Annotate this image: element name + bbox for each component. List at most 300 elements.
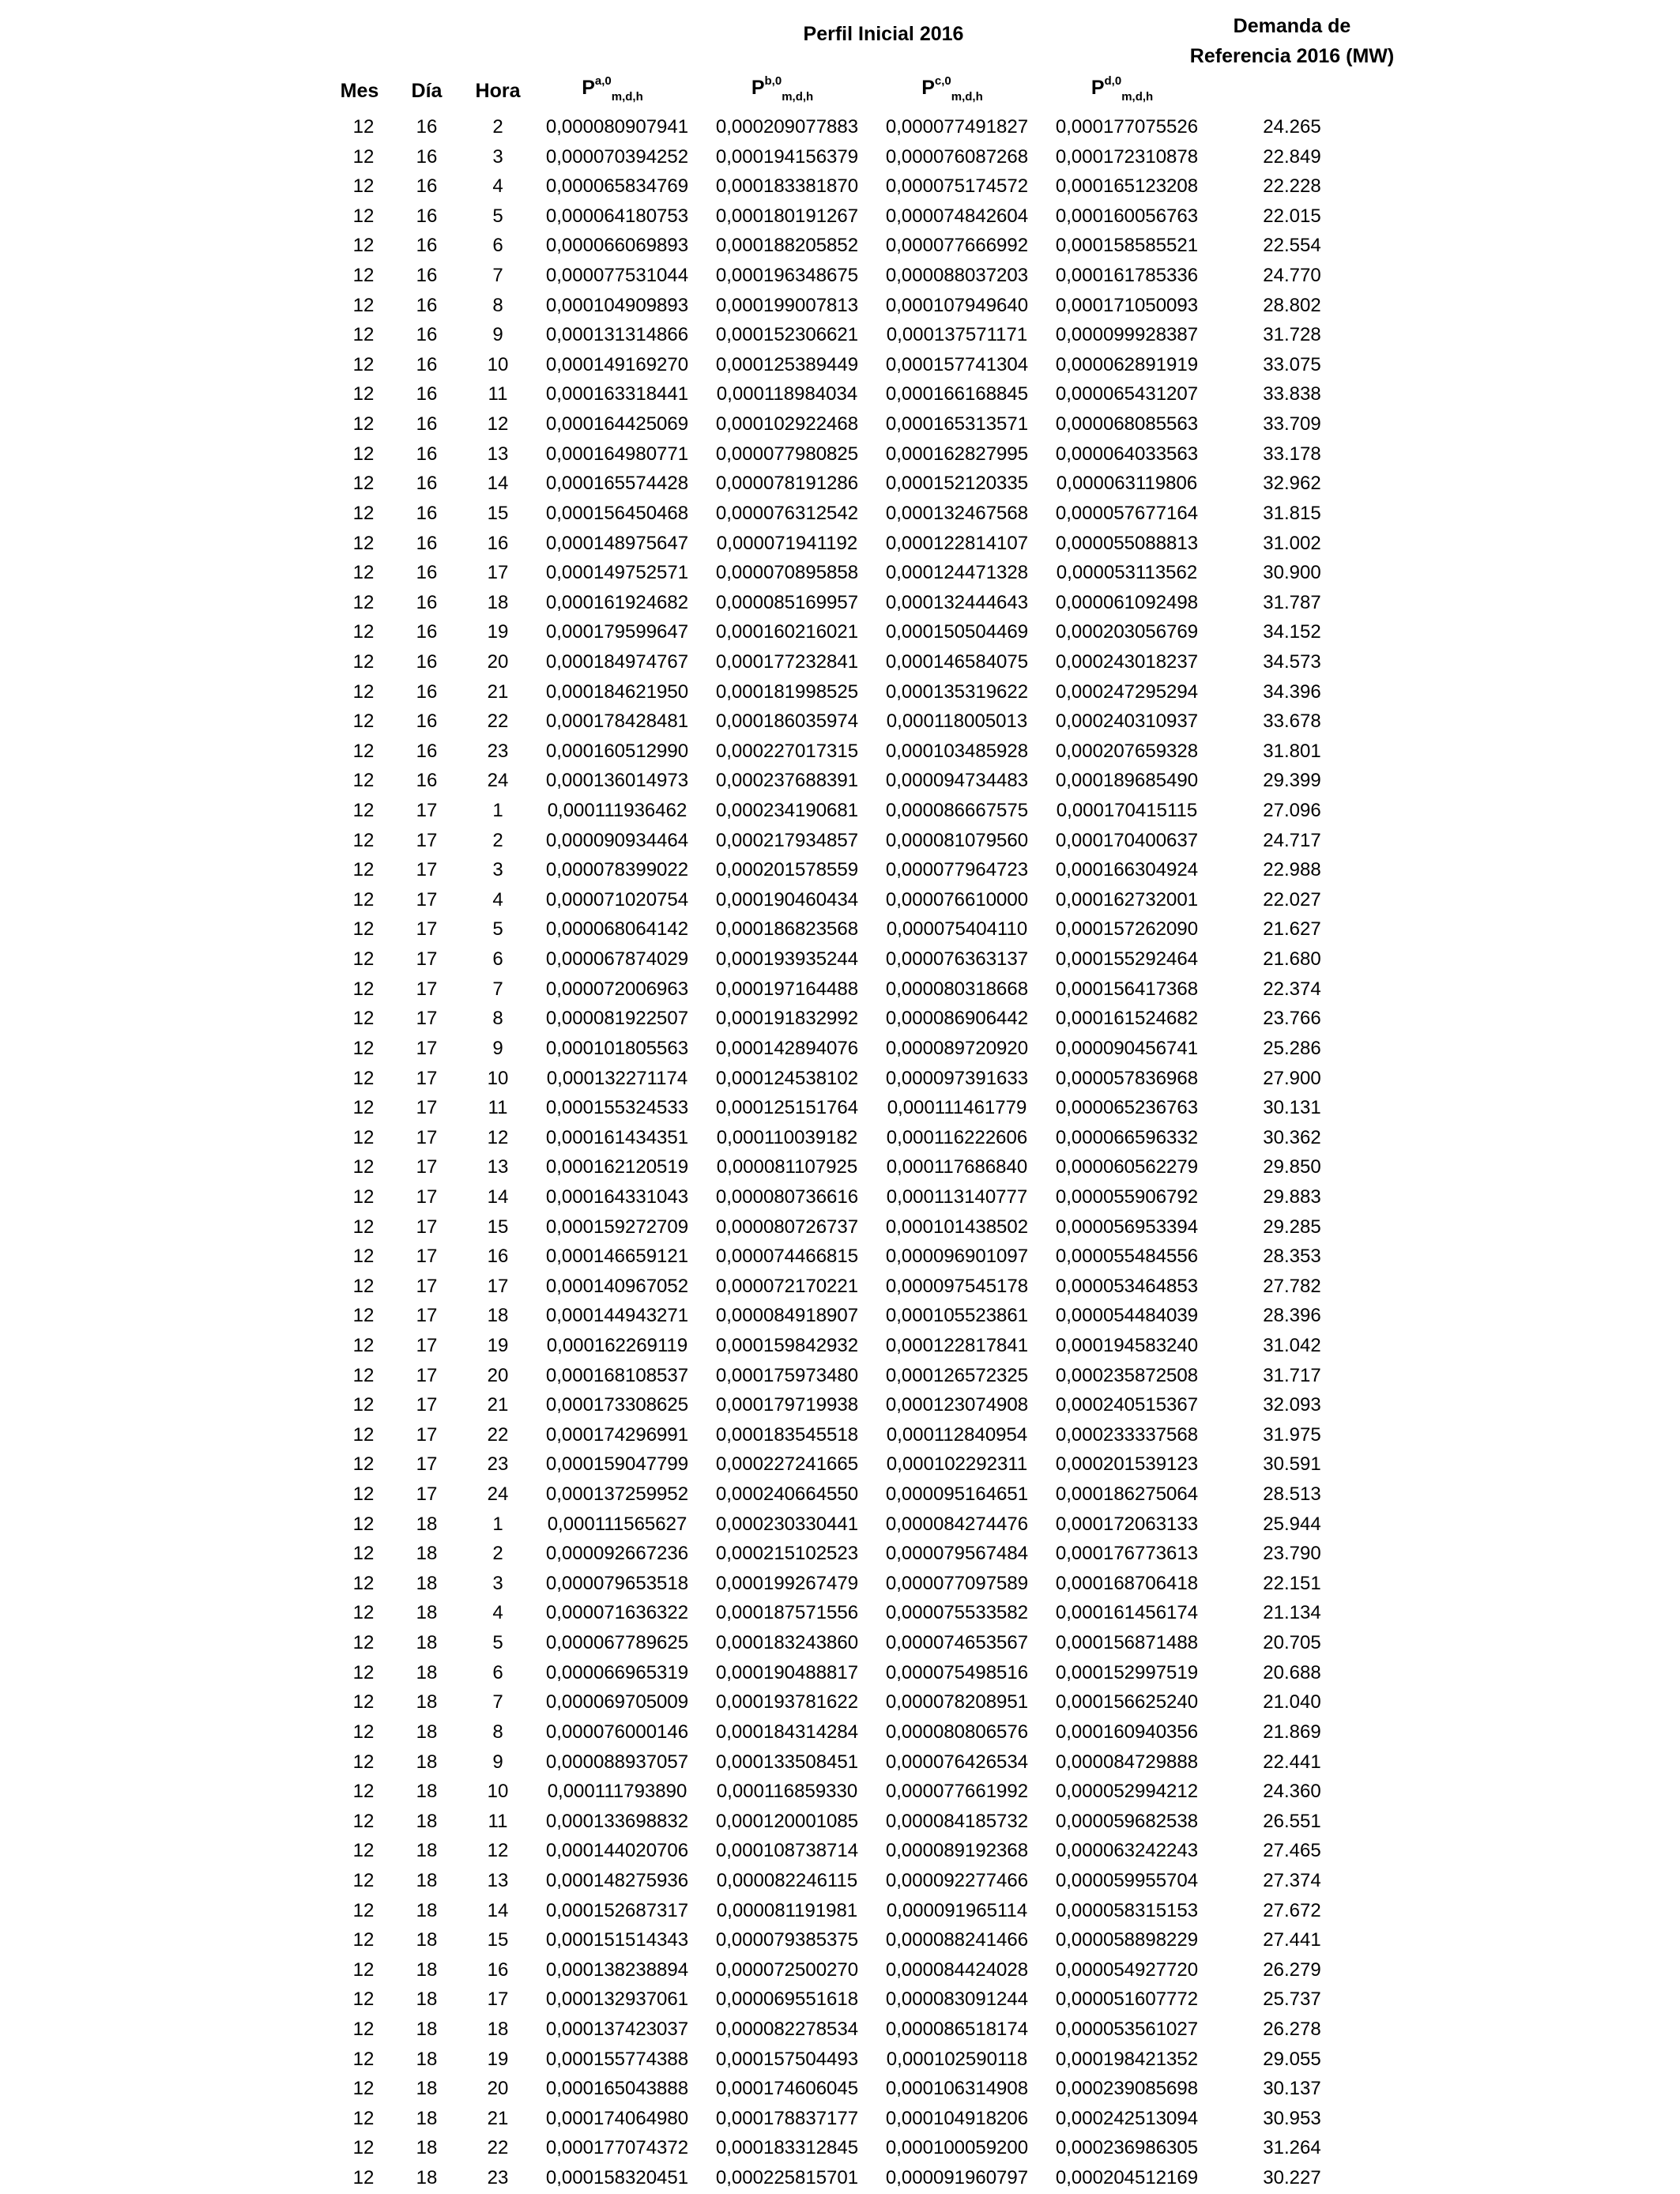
cell-pd: 0,000053464853 [1055,1275,1199,1297]
cell-dia: 17 [416,1126,438,1148]
cell-pa: 0,000077531044 [545,265,689,287]
cell-dia: 16 [416,502,438,524]
column-header-hora: Hora [475,80,521,102]
table-row [0,320,1680,350]
cell-demanda: 25.286 [1263,1037,1321,1059]
cell-pd: 0,000060562279 [1055,1156,1199,1178]
cell-hora: 23 [487,2167,509,2189]
pd-base: P [1090,77,1105,99]
cell-pb: 0,000069551618 [715,1989,859,2011]
cell-hora: 17 [487,1989,509,2011]
cell-pc: 0,000091965114 [886,1899,1028,1921]
table-row [0,974,1680,1005]
table-row [0,409,1680,439]
cell-mes: 12 [352,265,375,287]
cell-pd: 0,000166304924 [1055,859,1199,881]
cell-mes: 12 [352,443,375,465]
cell-pb: 0,000240664550 [715,1483,859,1506]
cell-pd: 0,000236986305 [1055,2137,1199,2159]
cell-pb: 0,000082278534 [715,2019,859,2040]
cell-dia: 16 [416,711,438,733]
cell-pb: 0,000159842932 [715,1334,859,1356]
cell-hora: 18 [487,1305,509,1327]
cell-pb: 0,000225815701 [715,2167,859,2189]
cell-pc: 0,000077661992 [885,1781,1029,1803]
cell-pa: 0,000159047799 [545,1453,689,1476]
cell-pb: 0,000072170221 [715,1275,859,1297]
cell-pb: 0,000187571556 [715,1602,859,1624]
cell-pb: 0,000183381870 [715,175,859,198]
cell-pc: 0,000074653567 [885,1632,1029,1654]
cell-pb: 0,000237688391 [715,770,859,792]
cell-hora: 8 [492,294,503,316]
cell-mes: 12 [352,1632,375,1654]
cell-pb: 0,000201578559 [715,859,859,881]
cell-demanda: 24.360 [1263,1781,1321,1803]
column-header-mes: Mes [340,80,379,102]
cell-pa: 0,000162120519 [545,1156,689,1178]
cell-pb: 0,000217934857 [715,829,859,851]
cell-dia: 18 [416,1929,438,1951]
cell-hora: 9 [492,1751,503,1773]
table-row [0,2074,1680,2104]
table-row [0,1955,1680,1985]
cell-mes: 12 [352,2048,375,2070]
cell-demanda: 28.353 [1263,1246,1321,1268]
cell-demanda: 24.265 [1263,116,1321,138]
table-row [0,379,1680,409]
table-row [0,914,1680,944]
table-row [0,558,1680,588]
cell-mes: 12 [352,1097,375,1119]
cell-pd: 0,000235872508 [1055,1364,1199,1386]
cell-pa: 0,000160512990 [545,740,689,762]
cell-pb: 0,000118984034 [716,383,858,405]
cell-demanda: 24.770 [1263,265,1321,287]
cell-pc: 0,000084274476 [885,1513,1029,1535]
cell-dia: 17 [416,859,438,881]
cell-mes: 12 [352,324,375,346]
cell-mes: 12 [352,800,375,822]
cell-hora: 17 [487,1275,509,1297]
cell-hora: 10 [487,1781,509,1803]
cell-demanda: 27.900 [1263,1067,1321,1089]
table-row [0,2045,1680,2075]
cell-hora: 4 [492,175,503,198]
cell-hora: 12 [487,1126,509,1148]
cell-mes: 12 [352,1869,375,1891]
table-row [0,1925,1680,1955]
cell-pd: 0,000099928387 [1055,324,1199,346]
cell-pb: 0,000174606045 [715,2078,859,2100]
cell-demanda: 23.790 [1263,1543,1321,1565]
cell-dia: 18 [416,1632,438,1654]
cell-pd: 0,000053113562 [1056,562,1198,584]
cell-pd: 0,000156871488 [1055,1632,1199,1654]
cell-mes: 12 [352,2078,375,2100]
cell-hora: 21 [487,2107,509,2129]
cell-demanda: 28.396 [1263,1305,1321,1327]
cell-pc: 0,000075404110 [886,918,1028,941]
cell-pd: 0,000161524682 [1055,1008,1199,1030]
cell-mes: 12 [352,1334,375,1356]
cell-mes: 12 [352,1751,375,1773]
cell-pb: 0,000199007813 [715,294,859,316]
cell-dia: 17 [416,1186,438,1208]
table-row [0,796,1680,826]
cell-dia: 16 [416,413,438,435]
cell-pc: 0,000101438502 [885,1216,1029,1238]
pb-base: P [751,77,765,99]
table-row [0,1242,1680,1272]
cell-mes: 12 [352,859,375,881]
table-row [0,499,1680,529]
pa-sub: m,d,h [611,90,643,104]
cell-hora: 7 [492,265,503,287]
cell-dia: 18 [416,1751,438,1773]
cell-hora: 15 [487,502,509,524]
cell-pd: 0,000247295294 [1055,680,1199,703]
cell-pc: 0,000080318668 [885,978,1029,1000]
cell-hora: 6 [492,948,503,971]
cell-hora: 19 [487,1334,509,1356]
cell-pb: 0,000186035974 [715,711,859,733]
cell-dia: 18 [416,2019,438,2040]
cell-pd: 0,000063242243 [1055,1840,1199,1862]
cell-mes: 12 [352,1246,375,1268]
cell-pb: 0,000081191981 [716,1899,858,1921]
cell-pa: 0,000184974767 [545,650,689,673]
cell-pb: 0,000074466815 [715,1246,859,1268]
cell-pc: 0,000088241466 [885,1929,1029,1951]
cell-demanda: 22.554 [1263,235,1321,257]
cell-mes: 12 [352,1840,375,1862]
cell-pd: 0,000203056769 [1055,621,1199,643]
cell-mes: 12 [352,1126,375,1148]
cell-pc: 0,000162827995 [885,443,1029,465]
cell-mes: 12 [352,1423,375,1446]
cell-mes: 12 [352,621,375,643]
table-row [0,1390,1680,1420]
cell-pb: 0,000175973480 [715,1364,859,1386]
cell-mes: 12 [352,1661,375,1683]
table-row [0,944,1680,974]
cell-dia: 18 [416,1543,438,1565]
cell-hora: 21 [487,680,509,703]
cell-pa: 0,000148975647 [545,532,689,554]
cell-mes: 12 [352,1572,375,1594]
cell-demanda: 34.152 [1263,621,1321,643]
cell-mes: 12 [352,1067,375,1089]
cell-pd: 0,000170400637 [1055,829,1199,851]
cell-hora: 22 [487,2137,509,2159]
cell-pb: 0,000152306621 [715,324,859,346]
cell-mes: 12 [352,1483,375,1506]
cell-pd: 0,000198421352 [1055,2048,1199,2070]
cell-pb: 0,000186823568 [715,918,859,941]
cell-pd: 0,000058898229 [1055,1929,1199,1951]
cell-pd: 0,000165123208 [1055,175,1199,198]
cell-pa: 0,000155774388 [545,2048,689,2070]
cell-dia: 17 [416,1483,438,1506]
cell-pc: 0,000132467568 [885,502,1029,524]
cell-pd: 0,000052994212 [1055,1781,1199,1803]
cell-demanda: 30.131 [1263,1097,1321,1119]
cell-pa: 0,000111793890 [547,1781,687,1803]
cell-mes: 12 [352,650,375,673]
cell-pc: 0,000100059200 [885,2137,1029,2159]
cell-pa: 0,000164980771 [545,443,689,465]
cell-dia: 18 [416,2167,438,2189]
cell-dia: 17 [416,1216,438,1238]
table-row [0,1569,1680,1599]
cell-pa: 0,000137259952 [545,1483,689,1506]
cell-hora: 6 [492,1661,503,1683]
cell-mes: 12 [352,2019,375,2040]
cell-pb: 0,000116859330 [716,1781,858,1803]
cell-pa: 0,000156450468 [545,502,689,524]
cell-demanda: 23.766 [1263,1008,1321,1030]
pb-sub: m,d,h [782,90,814,104]
cell-pa: 0,000067789625 [545,1632,689,1654]
cell-hora: 17 [487,562,509,584]
cell-pc: 0,000132444643 [885,591,1029,613]
cell-pa: 0,000071020754 [545,888,689,910]
cell-dia: 16 [416,145,438,168]
cell-demanda: 31.801 [1263,740,1321,762]
cell-hora: 18 [487,591,509,613]
cell-pb: 0,000190460434 [715,888,859,910]
cell-pc: 0,000094734483 [885,770,1029,792]
cell-pb: 0,000194156379 [715,145,859,168]
table-row [0,1658,1680,1688]
cell-pd: 0,000057836968 [1055,1067,1199,1089]
cell-pa: 0,000173308625 [545,1394,689,1416]
cell-pa: 0,000155324533 [545,1097,689,1119]
cell-pc: 0,000118005013 [886,711,1028,733]
cell-pa: 0,000184621950 [545,680,689,703]
cell-pc: 0,000135319622 [885,680,1029,703]
cell-pc: 0,000080806576 [885,1721,1029,1743]
cell-pc: 0,000088037203 [885,265,1029,287]
cell-demanda: 26.278 [1263,2019,1321,2040]
cell-pa: 0,000136014973 [545,770,689,792]
cell-pb: 0,000102922468 [715,413,859,435]
cell-hora: 10 [487,1067,509,1089]
cell-demanda: 22.849 [1263,145,1321,168]
cell-pa: 0,000080907941 [545,116,689,138]
table-row [0,1361,1680,1391]
cell-dia: 17 [416,1305,438,1327]
cell-pa: 0,000162269119 [546,1334,688,1356]
table-row [0,1093,1680,1123]
cell-dia: 17 [416,1334,438,1356]
cell-pb: 0,000079385375 [715,1929,859,1951]
cell-hora: 7 [492,978,503,1000]
cell-pd: 0,000090456741 [1055,1037,1199,1059]
cell-demanda: 22.988 [1263,859,1321,881]
cell-mes: 12 [352,2137,375,2159]
pc-sup: c,0 [934,74,951,88]
cell-pb: 0,000071941192 [716,532,858,554]
cell-mes: 12 [352,770,375,792]
cell-pd: 0,000171050093 [1055,294,1199,316]
cell-pa: 0,000140967052 [545,1275,689,1297]
cell-demanda: 32.093 [1263,1394,1321,1416]
cell-mes: 12 [352,918,375,941]
cell-pb: 0,000070895858 [715,562,859,584]
cell-pc: 0,000104918206 [885,2107,1029,2129]
cell-mes: 12 [352,1781,375,1803]
cell-pc: 0,000077097589 [885,1572,1029,1594]
cell-pc: 0,000077491827 [885,116,1029,138]
cell-pa: 0,000078399022 [545,859,689,881]
cell-dia: 16 [416,294,438,316]
cell-demanda: 27.672 [1263,1899,1321,1921]
cell-pa: 0,000066069893 [545,235,689,257]
cell-mes: 12 [352,1037,375,1059]
cell-pb: 0,000120001085 [715,1810,859,1832]
table-row [0,2015,1680,2045]
cell-pc: 0,000095164651 [885,1483,1029,1506]
cell-pb: 0,000081107925 [716,1156,858,1178]
cell-demanda: 31.002 [1263,532,1321,554]
cell-demanda: 31.264 [1263,2137,1321,2159]
cell-mes: 12 [352,2107,375,2129]
cell-pc: 0,000111461779 [887,1097,1027,1119]
cell-hora: 8 [492,1008,503,1030]
cell-demanda: 33.178 [1263,443,1321,465]
cell-demanda: 29.055 [1263,2048,1321,2070]
cell-demanda: 31.042 [1263,1334,1321,1356]
cell-pc: 0,000076610000 [885,888,1029,910]
cell-hora: 13 [487,443,509,465]
cell-pb: 0,000227017315 [715,740,859,762]
cell-demanda: 29.285 [1263,1216,1321,1238]
table-row [0,588,1680,618]
cell-pd: 0,000058315153 [1055,1899,1199,1921]
cell-pc: 0,000084424028 [885,1958,1029,1981]
cell-dia: 17 [416,888,438,910]
cell-pa: 0,000178428481 [545,711,689,733]
cell-pb: 0,000124538102 [715,1067,859,1089]
cell-demanda: 27.782 [1263,1275,1321,1297]
cell-mes: 12 [352,1958,375,1981]
cell-mes: 12 [352,1929,375,1951]
cell-dia: 16 [416,650,438,673]
cell-pc: 0,000152120335 [885,473,1029,495]
table-row [0,1628,1680,1658]
cell-pa: 0,000111936462 [547,800,687,822]
cell-hora: 22 [487,1423,509,1446]
cell-pd: 0,000157262090 [1055,918,1199,941]
cell-dia: 16 [416,473,438,495]
cell-dia: 16 [416,383,438,405]
cell-pa: 0,000104909893 [545,294,689,316]
cell-hora: 21 [487,1394,509,1416]
cell-pa: 0,000165574428 [545,473,689,495]
cell-pd: 0,000155292464 [1055,948,1199,971]
pb-sup: b,0 [764,74,782,88]
cell-hora: 19 [487,621,509,643]
cell-mes: 12 [352,1899,375,1921]
cell-pa: 0,000179599647 [545,621,689,643]
table-row [0,112,1680,142]
cell-demanda: 22.441 [1263,1751,1321,1773]
cell-mes: 12 [352,948,375,971]
cell-pd: 0,000156625240 [1055,1691,1199,1713]
cell-pb: 0,000077980825 [715,443,859,465]
cell-pb: 0,000179719938 [715,1394,859,1416]
cell-pc: 0,000150504469 [885,621,1029,643]
table-row [0,1866,1680,1896]
cell-pc: 0,000096901097 [885,1246,1029,1268]
cell-pa: 0,000067874029 [545,948,689,971]
cell-dia: 18 [416,1781,438,1803]
table-row [0,707,1680,737]
table-row [0,677,1680,707]
cell-demanda: 27.465 [1263,1840,1321,1862]
cell-pc: 0,000146584075 [885,650,1029,673]
cell-pc: 0,000077964723 [885,859,1029,881]
column-header-pa [518,76,707,103]
cell-mes: 12 [352,175,375,198]
table-row [0,1123,1680,1153]
cell-dia: 17 [416,978,438,1000]
cell-dia: 16 [416,265,438,287]
cell-pb: 0,000157504493 [715,2048,859,2070]
cell-hora: 24 [487,1483,509,1506]
cell-pb: 0,000082246115 [716,1869,858,1891]
cell-pa: 0,000149169270 [545,353,689,375]
cell-pd: 0,000053561027 [1055,2019,1199,2040]
cell-dia: 16 [416,532,438,554]
cell-pa: 0,000066965319 [545,1661,689,1683]
cell-pd: 0,000160940356 [1055,1721,1199,1743]
cell-pd: 0,000160056763 [1055,205,1199,227]
cell-dia: 16 [416,621,438,643]
table-row [0,2163,1680,2193]
cell-hora: 18 [487,2019,509,2040]
table-row [0,2133,1680,2163]
cell-pa: 0,000159272709 [545,1216,689,1238]
cell-pb: 0,000234190681 [715,800,859,822]
cell-pb: 0,000125151764 [715,1097,859,1119]
cell-hora: 7 [492,1691,503,1713]
cell-hora: 19 [487,2048,509,2070]
table-row [0,1836,1680,1866]
column-header-dia: Día [411,80,443,102]
table-row [0,261,1680,291]
cell-hora: 2 [492,116,503,138]
cell-pa: 0,000076000146 [545,1721,689,1743]
cell-mes: 12 [352,235,375,257]
cell-hora: 2 [492,829,503,851]
cell-pa: 0,000111565627 [547,1513,687,1535]
cell-mes: 12 [352,502,375,524]
cell-pc: 0,000079567484 [885,1543,1029,1565]
cell-hora: 14 [487,1186,509,1208]
table-row [0,1449,1680,1480]
table-row [0,1510,1680,1540]
cell-hora: 14 [487,1899,509,1921]
cell-hora: 20 [487,1364,509,1386]
cell-pd: 0,000161785336 [1055,265,1199,287]
cell-demanda: 26.551 [1263,1810,1321,1832]
cell-hora: 10 [487,353,509,375]
cell-pa: 0,000164331043 [545,1186,689,1208]
table-row [0,647,1680,677]
